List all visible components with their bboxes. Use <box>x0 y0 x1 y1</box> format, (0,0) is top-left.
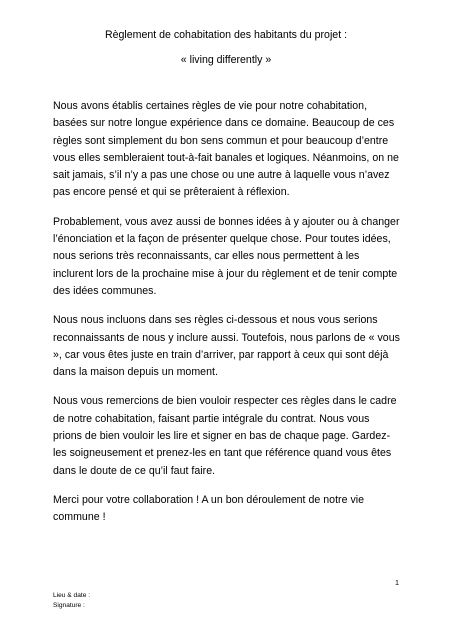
paragraph-intro: Nous avons établis certaines règles de vie pour notre cohabitation, basées sur notre longue expérience dans ce domaine. Beaucoup de ces règles sont simplement du bon sens commun et pour beaucoup d’entre vous elles sembleraient tout-à-fait banales et logiques. Néanmoins, on ne sait jamais, s’il n’y a pas une chose ou une autre à laquelle vous n’avez pas encore pensé et qui se prêteraient à réflexion. <box>53 100 399 199</box>
paragraph-inclusion: Nous nous incluons dans ses règles ci-dessous et nous vous serions reconnaissants de nous y inclure aussi. Toutefois, nous parlons de « vous », car vous êtes juste en train d’arriver, par rapport à ceux qui sont déjà dans la maison depuis un moment. <box>53 314 400 379</box>
paragraph-thanks: Nous vous remercions de bien vouloir respecter ces règles dans le cadre de notre cohabitation, faisant partie intégrale du contrat. Nous vous prions de bien vouloir les lire et signer en bas de chaque page. Gardez-les soigneusement et prenez-les en tant que référence quand vous êtes dans le doute de ce qu’il faut faire. <box>53 395 397 477</box>
place-date-label: Lieu & date : <box>53 592 91 599</box>
document-title: Règlement de cohabitation des habitants du projet : <box>104 29 348 41</box>
signature-footer <box>53 591 90 610</box>
paragraph-ideas: Probablement, vous avez aussi de bonnes idées à y ajouter ou à changer l’énonciation et la façon de présenter quelque chose. Pour toutes idées, nous serions très reconnaissants, car elles nous permettent à les inclurent lors de la prochaine mise à jour du règlement et de tenir compte des idées communes. <box>53 215 400 297</box>
paragraph-closing: Merci pour votre collaboration ! A un bon déroulement de notre vie commune ! <box>53 493 365 524</box>
document-body <box>53 98 401 539</box>
project-name: « living differently » <box>180 54 272 66</box>
page-number: 1 <box>395 578 399 587</box>
signature-label: Signature : <box>53 601 85 609</box>
